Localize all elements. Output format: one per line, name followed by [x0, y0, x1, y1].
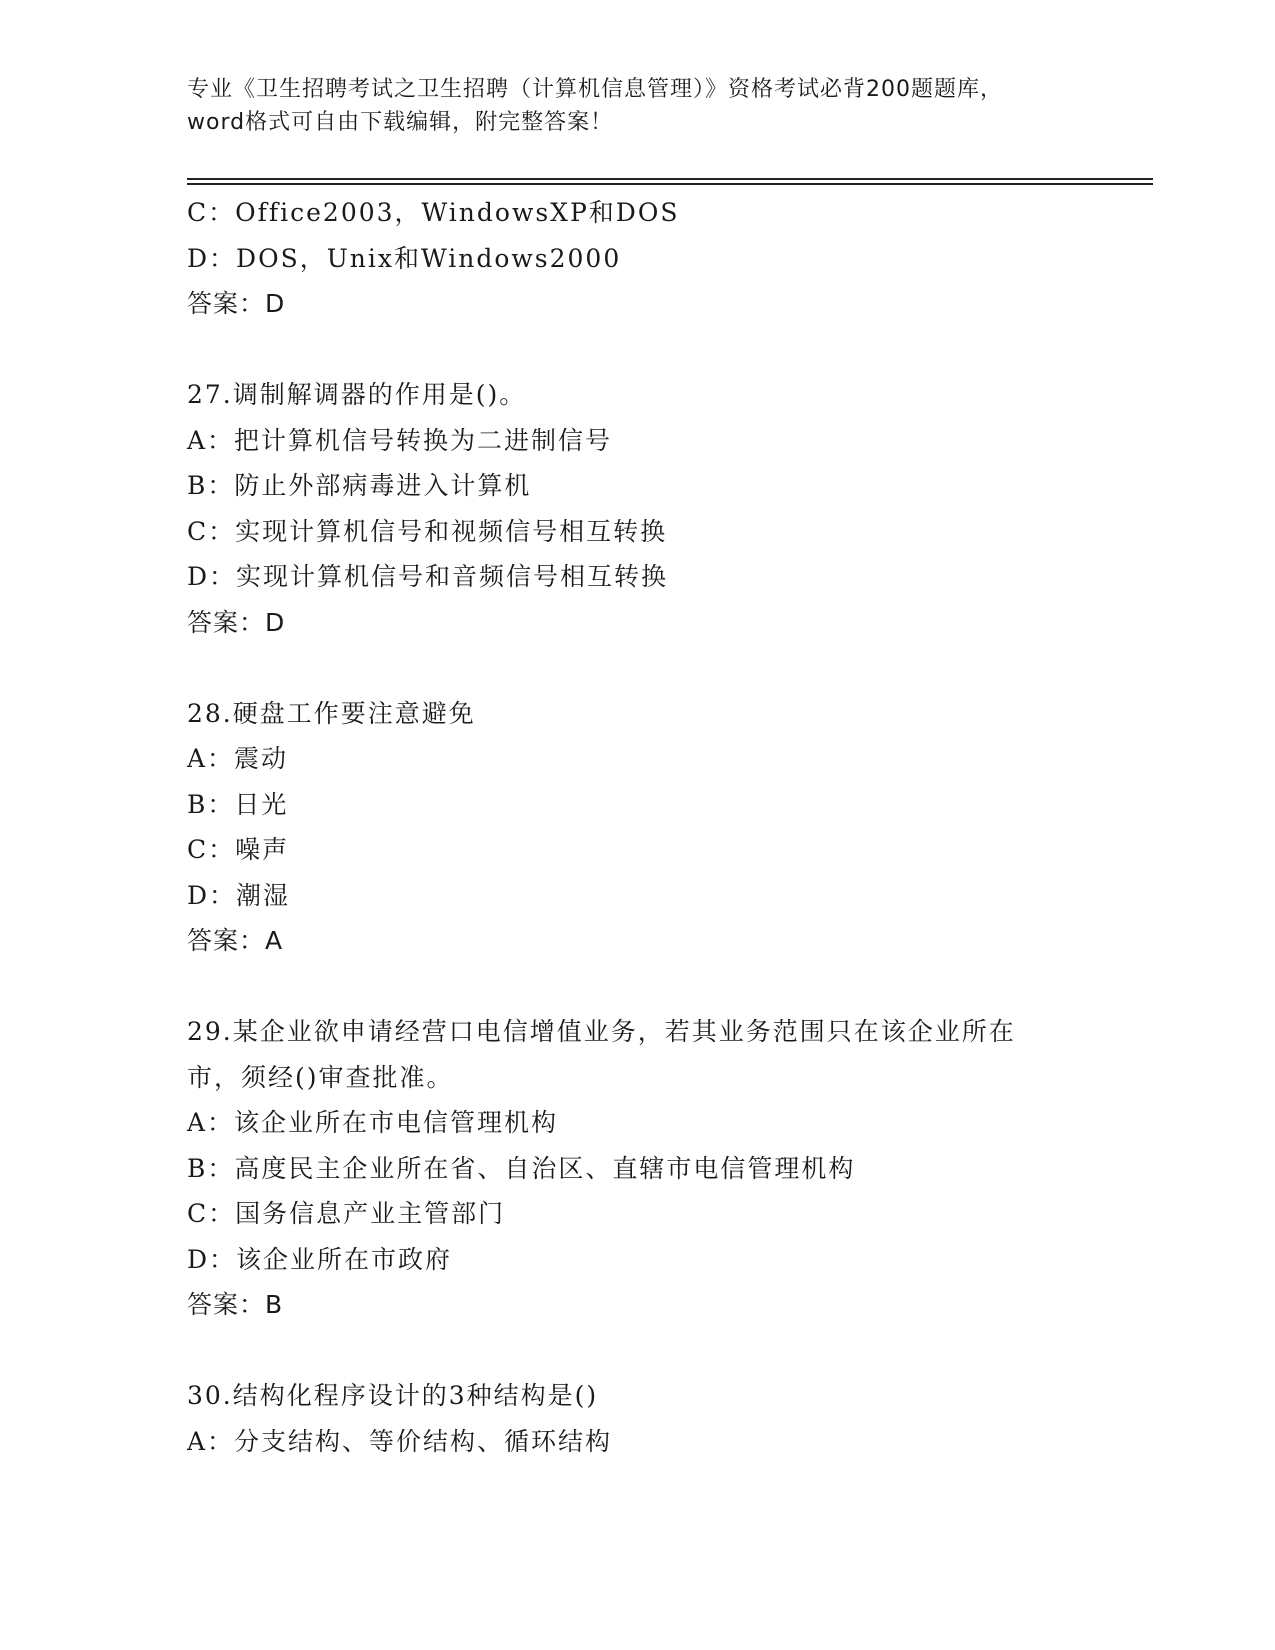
question-stem-line-2: 市，须经()审查批准。: [187, 1062, 454, 1092]
header-line-2: word格式可自由下载编辑，附完整答案！: [187, 110, 614, 135]
question-stem: 30.结构化程序设计的3种结构是(): [187, 1381, 599, 1410]
option-a: A：分支结构、等价结构、循环结构: [187, 1426, 613, 1456]
question-26-continued: [187, 190, 1147, 327]
option-d: D：DOS，Unix和Windows2000: [187, 243, 622, 273]
answer: 答案：A: [187, 926, 284, 955]
spacer: [187, 964, 1147, 1010]
question-29: [187, 1009, 1147, 1328]
option-b: B：高度民主企业所在省、自治区、直辖市电信管理机构: [187, 1153, 856, 1183]
question-stem-line-1: 29.某企业欲申请经营口电信增值业务，若其业务范围只在该企业所在: [187, 1017, 1016, 1046]
document-header: [187, 73, 1087, 139]
option-d: D：潮湿: [187, 880, 291, 910]
answer: 答案：D: [187, 289, 286, 318]
header-divider-top: [187, 178, 1153, 180]
option-a: A：该企业所在市电信管理机构: [187, 1108, 559, 1137]
question-stem: 28.硬盘工作要注意避免: [187, 698, 476, 728]
question-28: [187, 691, 1147, 964]
question-list: [187, 190, 1147, 1464]
option-b: B：日光: [187, 789, 289, 819]
option-c: C：实现计算机信号和视频信号相互转换: [187, 516, 668, 546]
option-c: C：国务信息产业主管部门: [187, 1199, 506, 1228]
option-c: C：Office2003，WindowsXP和DOS: [187, 198, 680, 227]
spacer: [187, 327, 1147, 373]
option-a: A：震动: [187, 744, 289, 773]
answer: 答案：D: [187, 607, 286, 637]
option-a: A：把计算机信号转换为二进制信号: [187, 425, 613, 455]
option-b: B：防止外部病毒进入计算机: [187, 471, 532, 500]
header-line-1: 专业《卫生招聘考试之卫生招聘（计算机信息管理）》资格考试必背200题题库，: [187, 77, 1003, 102]
option-d: D：实现计算机信号和音频信号相互转换: [187, 562, 669, 591]
question-27: [187, 372, 1147, 645]
spacer: [187, 645, 1147, 691]
header-divider-bottom: [187, 183, 1153, 185]
option-d: D：该企业所在市政府: [187, 1244, 453, 1274]
question-stem: 27.调制解调器的作用是()。: [187, 380, 527, 409]
question-30: [187, 1373, 1147, 1464]
spacer: [187, 1328, 1147, 1374]
answer: 答案：B: [187, 1290, 284, 1319]
option-c: C：噪声: [187, 835, 290, 864]
